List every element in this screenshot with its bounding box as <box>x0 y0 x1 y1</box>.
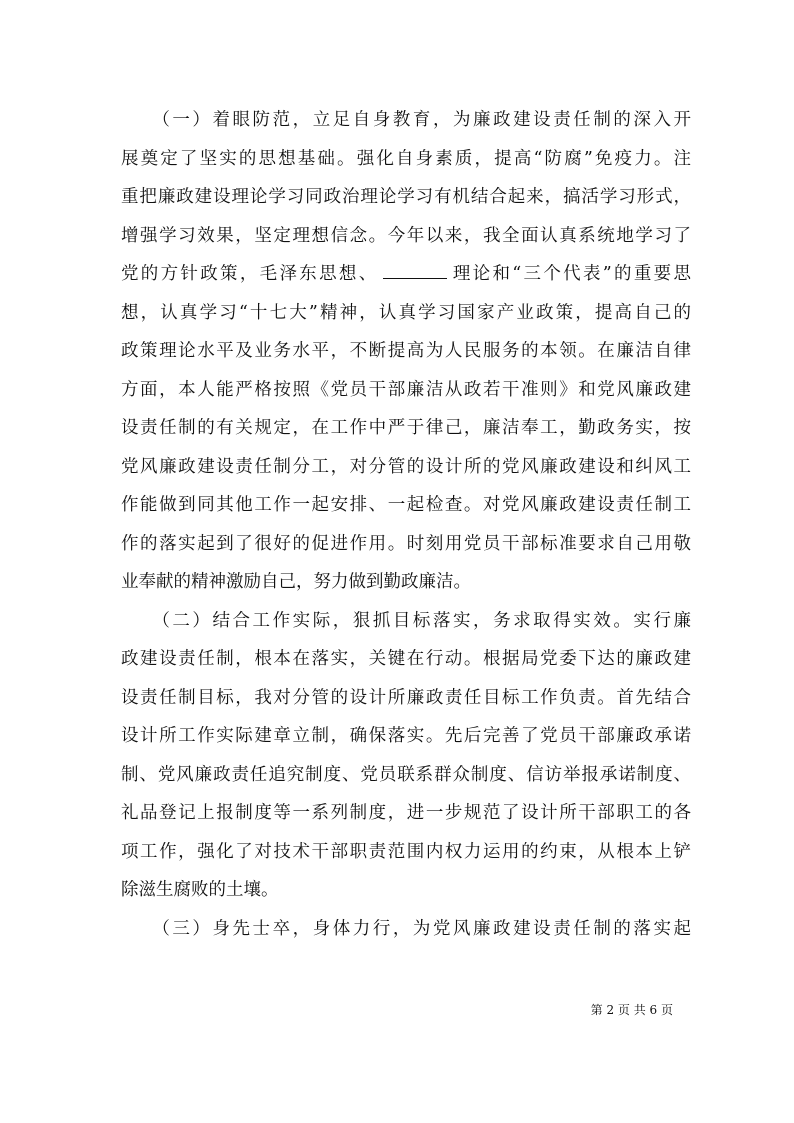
paragraph-line: 礼品登记上报制度等一系列制度，进一步规范了设计所干部职工的各 <box>121 803 691 823</box>
paragraph-line: 政策理论水平及业务水平，不断提高为人民服务的本领。在廉洁自律 <box>121 341 691 361</box>
paragraph-line: （二）结合工作实际，狠抓目标落实，务求取得实效。实行廉 <box>121 610 691 631</box>
paragraph-line: 制、党风廉政责任追究制度、党员联系群众制度、信访举报承诺制度、 <box>121 764 691 785</box>
paragraph-line: 党风廉政建设责任制分工，对分管的设计所的党风廉政建设和纠风工 <box>121 456 691 477</box>
text-before-blank: 党的方针政策，毛泽东思想、 <box>121 264 379 284</box>
paragraph-line: 设责任制的有关规定，在工作中严于律己，廉洁奉工，勤政务实，按 <box>121 418 691 438</box>
paragraph-line: 展奠定了坚实的思想基础。强化自身素质，提高“防腐”免疫力。注 <box>121 148 691 169</box>
body-text <box>121 101 691 948</box>
paragraph-line: （三）身先士卒，身体力行，为党风廉政建设责任制的落实起 <box>121 918 691 939</box>
page-number-footer: 第 2 页 共 6 页 <box>590 1003 673 1017</box>
paragraph-line: 业奉献的精神激励自己，努力做到勤政廉洁。 <box>121 572 471 592</box>
paragraph-line: 政建设责任制，根本在落实，关键在行动。根据局党委下达的廉政建 <box>121 649 691 669</box>
paragraph-line: 作的落实起到了很好的促进作用。时刻用党员干部标准要求自己用敬 <box>121 533 691 554</box>
paragraph-line: 想，认真学习“十七大”精神，认真学习国家产业政策，提高自己的 <box>121 302 691 323</box>
text-after-blank: 理论和“三个代表”的重要思 <box>450 264 691 284</box>
paragraph-line: 增强学习效果，坚定理想信念。今年以来，我全面认真系统地学习了 <box>121 225 691 246</box>
paragraph-line: （一）着眼防范，立足自身教育，为廉政建设责任制的深入开 <box>121 110 691 130</box>
fill-in-blank <box>383 258 447 279</box>
paragraph-line: 除滋生腐败的土壤。 <box>121 880 279 900</box>
paragraph-line: 作能做到同其他工作一起安排、一起检查。对党风廉政建设责任制工 <box>121 495 691 515</box>
paragraph-line: 项工作，强化了对技术干部职责范围内权力运用的约束，从根本上铲 <box>121 841 691 862</box>
paragraph-line: 设计所工作实际建章立制，确保落实。先后完善了党员干部廉政承诺 <box>121 726 691 746</box>
paragraph-line-with-blank <box>121 255 691 294</box>
paragraph-line: 重把廉政建设理论学习同政治理论学习有机结合起来，搞活学习形式， <box>121 187 691 207</box>
paragraph-line: 方面，本人能严格按照《党员干部廉洁从政若干准则》和党风廉政建 <box>121 379 691 400</box>
paragraph-line: 设责任制目标，我对分管的设计所廉政责任目标工作负责。首先结合 <box>121 687 691 708</box>
